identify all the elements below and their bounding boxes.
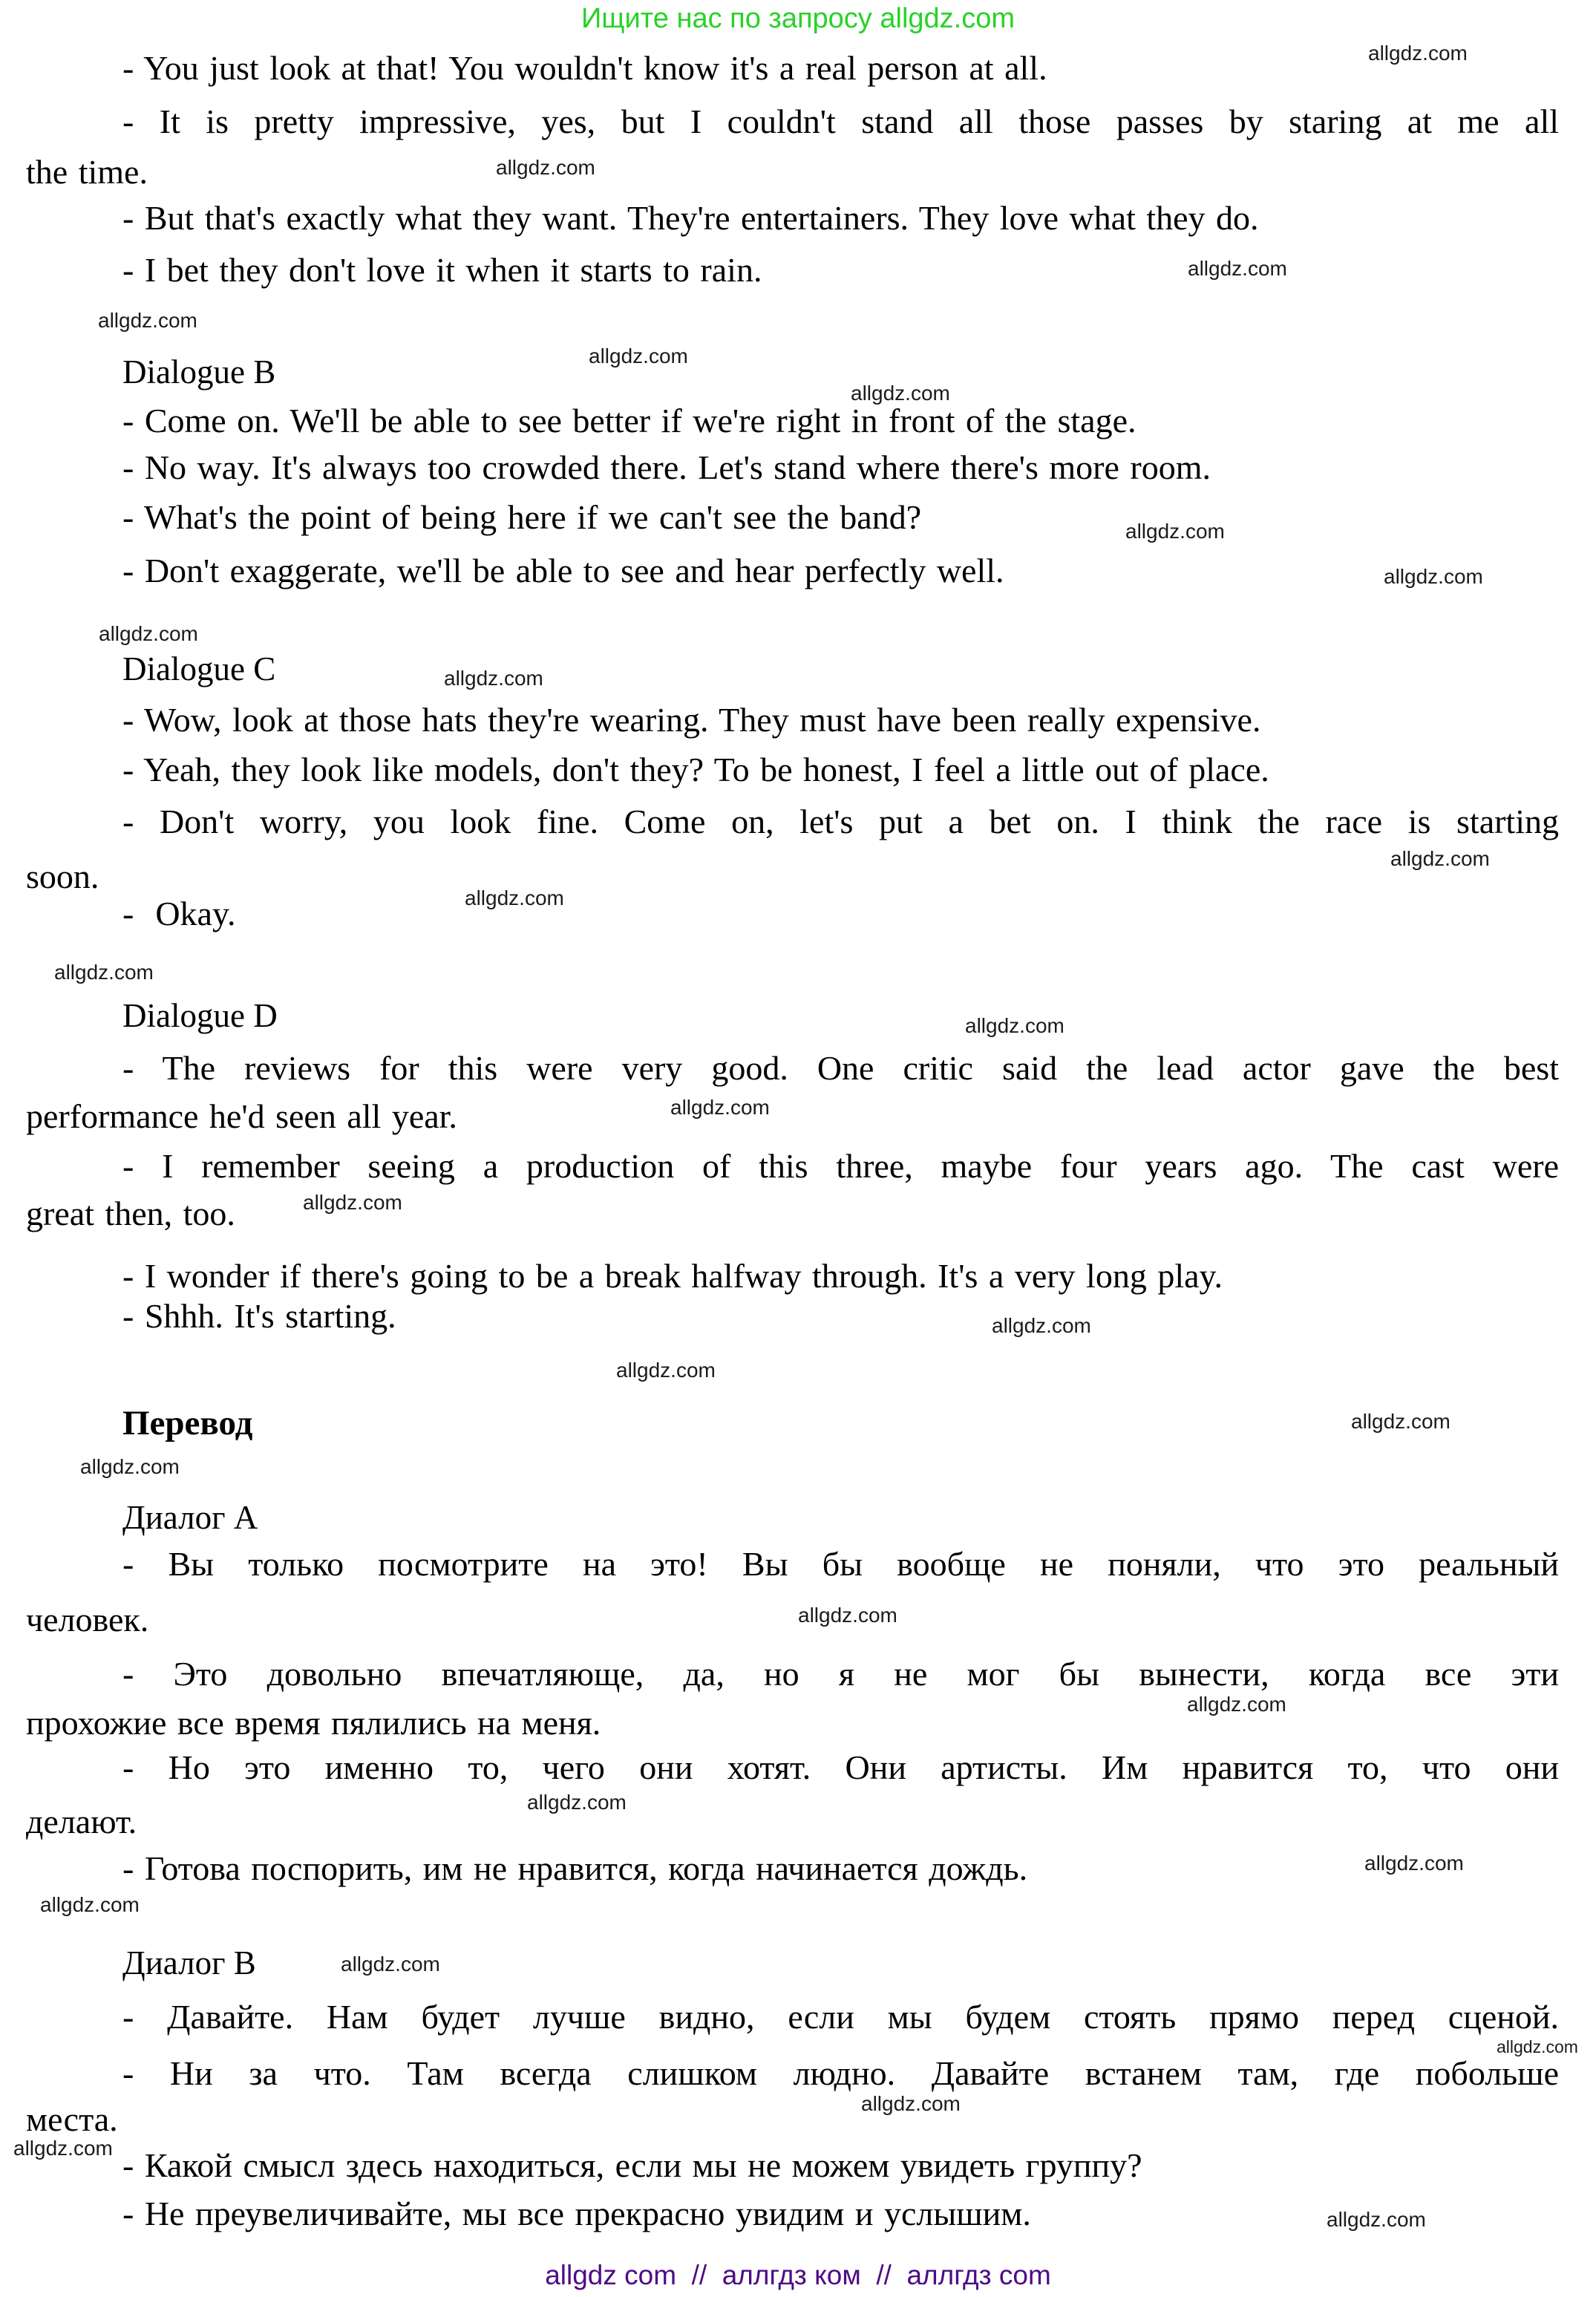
watermark: allgdz.com — [1390, 847, 1490, 870]
dialog-a-ru-line-2: - Это довольно впечатляюще, да, но я не мог бы вынести, когда все эти — [122, 1655, 1559, 1693]
dialogue-a-line-3: - But that's exactly what they want. They're entertainers. They love what they do. — [122, 199, 1259, 237]
dialog-b-ru-title: Диалог B — [122, 1944, 256, 1981]
watermark: allgdz.com — [13, 2137, 113, 2160]
dialogue-b-line-4: - Don't exaggerate, we'll be able to see and hear perfectly well. — [122, 552, 1004, 589]
dialog-b-ru-line-2-cont: места. — [26, 2100, 118, 2138]
dialogue-d-line-1-cont: performance he'd seen all year. — [26, 1097, 457, 1135]
watermark: allgdz.com — [1364, 1852, 1464, 1875]
watermark: allgdz.com — [1125, 520, 1225, 543]
dialog-b-ru-line-1: - Давайте. Нам будет лучше видно, если мы будем стоять прямо перед сценой. — [122, 1998, 1559, 2036]
dialogue-a-line-1: - You just look at that! You wouldn't know it's a real person at all. — [122, 49, 1047, 87]
translation-title: Перевод — [122, 1404, 253, 1442]
dialogue-a-line-4: - I bet they don't love it when it starts to rain. — [122, 251, 762, 289]
dialogue-c-line-4: - Okay. — [122, 895, 236, 932]
dialogue-d-line-4: - Shhh. It's starting. — [122, 1297, 396, 1335]
watermark: allgdz.com — [1327, 2208, 1426, 2231]
dialog-a-ru-line-1: - Вы только посмотрите на это! Вы бы вообще не поняли, что это реальный — [122, 1545, 1559, 1583]
dialogue-d-line-2: - I remember seeing a production of this three, maybe four years ago. The cast were — [122, 1147, 1559, 1185]
watermark: allgdz.com — [54, 961, 154, 984]
dialogue-d-title: Dialogue D — [122, 997, 278, 1034]
dialogue-c-title: Dialogue C — [122, 650, 276, 687]
watermark: allgdz.com — [1351, 1410, 1451, 1433]
watermark: allgdz.com — [496, 156, 595, 179]
dialogue-b-line-3: - What's the point of being here if we can't see the band? — [122, 498, 922, 536]
watermark: allgdz.com — [992, 1314, 1091, 1337]
dialogue-d-line-1: - The reviews for this were very good. One critic said the lead actor gave the best — [122, 1049, 1559, 1087]
watermark: allgdz.com — [40, 1893, 140, 1916]
watermark: allgdz.com — [1188, 257, 1287, 280]
watermark: allgdz.com — [851, 382, 950, 405]
watermark: allgdz.com — [965, 1014, 1064, 1037]
dialog-a-ru-title: Диалог А — [122, 1499, 258, 1536]
dialog-a-ru-line-1-cont: человек. — [26, 1601, 149, 1638]
watermark: allgdz.com — [303, 1191, 402, 1214]
watermark: allgdz.com — [1187, 1693, 1286, 1716]
dialog-b-ru-line-2: - Ни за что. Там всегда слишком людно. Давайте встанем там, где побольше — [122, 2054, 1559, 2092]
watermark: allgdz.com — [99, 622, 198, 645]
promo-banner: Ищите нас по запросу allgdz.com — [580, 3, 1015, 34]
watermark: allgdz.com — [616, 1359, 716, 1382]
dialogue-b-line-2: - No way. It's always too crowded there. Let's stand where there's more room. — [122, 448, 1211, 486]
dialogue-c-line-3: - Don't worry, you look fine. Come on, let's put a bet on. I think the race is starting — [122, 803, 1559, 840]
dialogue-c-line-3-cont: soon. — [26, 857, 99, 895]
dialogue-c-line-2: - Yeah, they look like models, don't they? To be honest, I feel a little out of place. — [122, 751, 1269, 788]
dialog-a-ru-line-3: - Но это именно то, чего они хотят. Они артисты. Им нравится то, что они — [122, 1748, 1559, 1786]
watermark: allgdz.com — [589, 344, 688, 367]
watermark: allgdz.com — [80, 1455, 180, 1478]
dialogue-a-line-2-cont: the time. — [26, 153, 148, 191]
dialog-a-ru-line-4: - Готова поспорить, им не нравится, когда начинается дождь. — [122, 1849, 1028, 1887]
footer-banner: allgdz com // аллгдз ком // аллгдз com — [545, 2260, 1051, 2290]
dialog-b-ru-line-3: - Какой смысл здесь находиться, если мы не можем увидеть группу? — [122, 2146, 1142, 2184]
dialog-b-ru-line-4: - Не преувеличивайте, мы все прекрасно увидим и услышим. — [122, 2195, 1031, 2232]
dialogue-b-line-1: - Come on. We'll be able to see better if we're right in front of the stage. — [122, 402, 1137, 440]
dialog-a-ru-line-3-cont: делают. — [26, 1803, 137, 1840]
watermark: allgdz.com — [341, 1953, 440, 1976]
watermark: allgdz.com — [527, 1791, 627, 1814]
dialogue-d-line-3: - I wonder if there's going to be a break halfway through. It's a very long play. — [122, 1257, 1223, 1295]
dialogue-a-line-2: - It is pretty impressive, yes, but I couldn't stand all those passes by staring at me all — [122, 102, 1559, 140]
watermark: allgdz.com — [798, 1604, 897, 1627]
watermark: allgdz.com — [444, 667, 543, 690]
watermark: allgdz.com — [1497, 2037, 1578, 2056]
watermark: allgdz.com — [670, 1096, 770, 1119]
dialogue-c-line-1: - Wow, look at those hats they're wearing. They must have been really expensive. — [122, 701, 1261, 739]
watermark: allgdz.com — [98, 309, 197, 332]
dialogue-d-line-2-cont: great then, too. — [26, 1195, 235, 1232]
dialogue-b-title: Dialogue B — [122, 353, 276, 391]
watermark: allgdz.com — [1368, 42, 1468, 65]
dialog-a-ru-line-2-cont: прохожие все время пялились на меня. — [26, 1704, 601, 1742]
watermark: allgdz.com — [1384, 565, 1483, 588]
watermark: allgdz.com — [465, 886, 564, 909]
watermark: allgdz.com — [861, 2092, 961, 2115]
